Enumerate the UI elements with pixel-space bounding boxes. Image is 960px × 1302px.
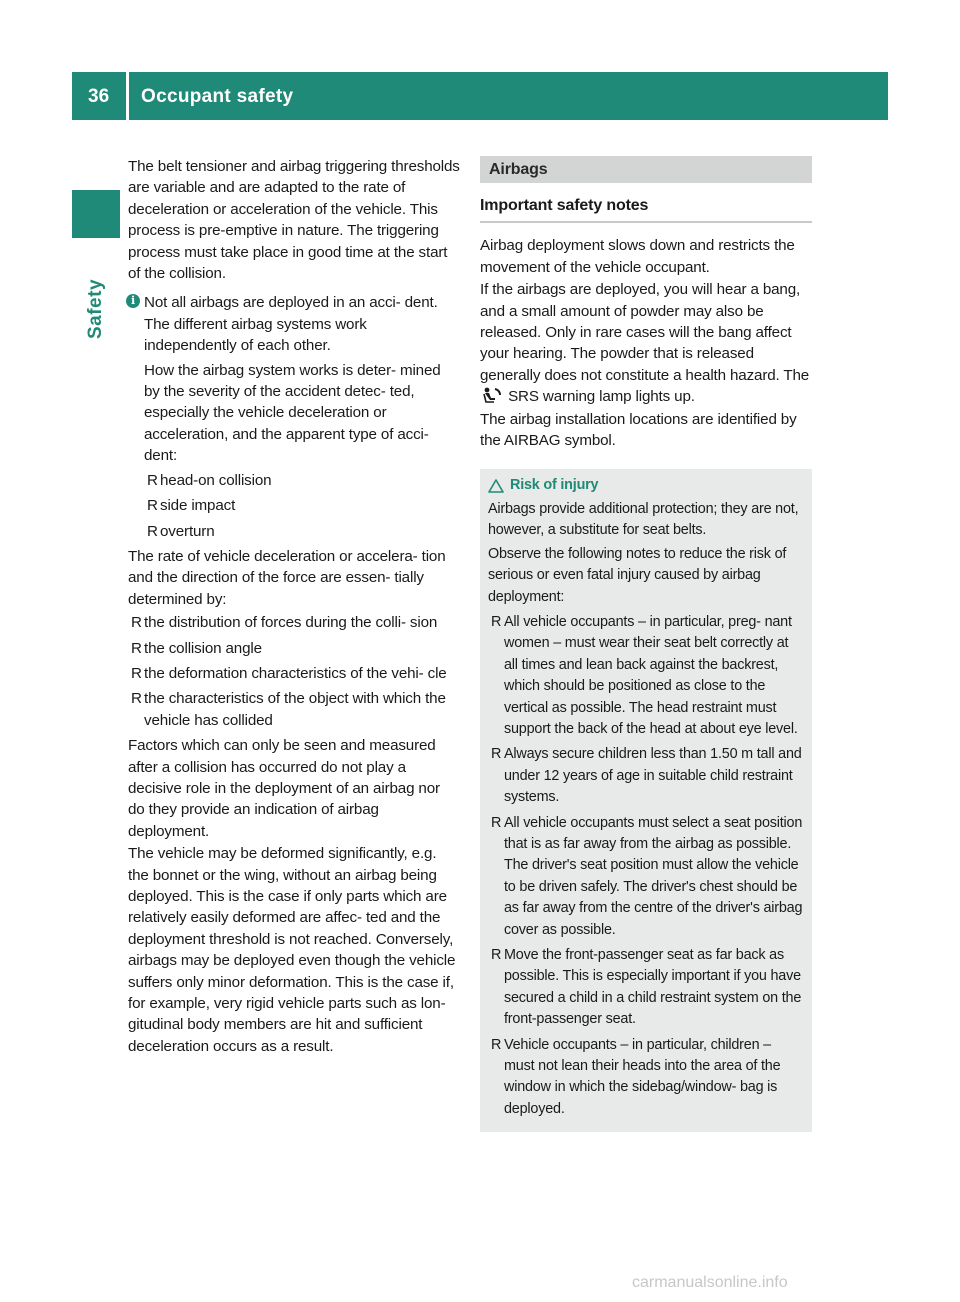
list-item: R Vehicle occupants – in particular, children – must not lean their heads into the area of the window in which the sidebag/window- bag is deployed. <box>491 1036 781 1117</box>
warning-paragraph: Observe the following notes to reduce the risk of serious or even fatal injury caused by airbag deployment: <box>488 545 787 605</box>
info-icon: i <box>126 294 140 308</box>
list-item: R side impact <box>144 495 460 516</box>
watermark: carmanualsonline.info <box>632 1274 788 1291</box>
list-item: R Move the front-passenger seat as far back as possible. This is especially important if you have secured a child in a child restraint system on the front-passenger seat. <box>491 947 802 1028</box>
warning-paragraph: Airbags provide additional protection; they are not, however, a substitute for seat belts. <box>488 500 799 539</box>
list-item: R Always secure children less than 1.50 m tall and under 12 years of age in suitable child restraint systems. <box>491 746 802 806</box>
side-tab-block <box>72 190 120 238</box>
info-paragraph: Not all airbags are deployed in an acci- dent. The different airbag systems work independently of each other. <box>144 294 438 355</box>
bullet: R <box>131 639 142 657</box>
paragraph: The airbag installation locations are identified by the AIRBAG symbol. <box>480 410 797 450</box>
header-divider <box>126 72 129 120</box>
bullet: R <box>131 664 142 682</box>
bullet: R <box>491 746 502 763</box>
warning-title: Risk of injury <box>488 475 804 496</box>
section-title: Occupant safety <box>141 86 294 107</box>
list-item: R overturn <box>144 521 460 542</box>
list-item: R the collision angle <box>128 638 460 659</box>
info-paragraph: How the airbag system works is deter- mined by the severity of the accident detec- ted, especially the vehicle deceleration or acceleration, and the apparent type of acci- dent: <box>144 361 441 465</box>
paragraph: If the airbags are deployed, you will hear a bang, and a small amount of powder may also be released. Only in rare cases will the bang affect your hearing. The powder that is released generally does not constitute a health hazard. The SRS warning lamp lights up. <box>480 281 810 406</box>
bullet: R <box>147 522 158 540</box>
warning-box <box>480 469 812 1132</box>
list-item: R All vehicle occupants – in particular, preg- nant women – must wear their seat belt correctly at all times and lean back against the backrest, which should be positioned as close to the vertical as possible. The head restraint must support the back of the head at about eye level. <box>491 613 798 737</box>
warning-triangle-icon <box>488 479 504 493</box>
paragraph: The rate of vehicle deceleration or accelera- tion and the direction of the force are essen- tially determined by: <box>128 547 446 608</box>
bullet: R <box>147 497 158 515</box>
bullet: R <box>491 947 502 963</box>
list-item: R the distribution of forces during the colli- sion <box>128 612 460 633</box>
side-tab-label: Safety <box>85 278 106 340</box>
section-heading-airbags: Airbags <box>480 156 812 183</box>
list-item: R All vehicle occupants must select a seat position that is as far away from the airbag as possible. The driver's seat position must allow the vehicle to be driven safely. The driver's chest should be as far away from the centre of the driver's airbag cover as possible. <box>491 814 803 938</box>
bullet: R <box>147 471 158 489</box>
bullet: R <box>131 614 142 632</box>
paragraph: Factors which can only be seen and measured after a collision has occurred do not play a decisive role in the deployment of an airbag nor do they provide an indication of airbag deployment. <box>128 737 440 840</box>
list-item: R head-on collision <box>144 470 460 491</box>
list-item: R the characteristics of the object with which the vehicle has collided <box>131 690 446 729</box>
info-note <box>128 292 460 541</box>
paragraph: Airbag deployment slows down and restricts the movement of the vehicle occupant. <box>480 237 795 276</box>
list-item: R the deformation characteristics of the vehi- cle <box>128 663 460 684</box>
bullet: R <box>131 690 142 708</box>
paragraph: The belt tensioner and airbag triggering thresholds are variable and are adapted to the rate of deceleration or acceleration of the vehicle. This process is pre-emptive in nature. The triggering process must take place in good time at the start of the collision. <box>128 158 460 283</box>
page-number: 36 <box>88 86 110 107</box>
subheading-safety-notes: Important safety notes <box>480 195 812 223</box>
bullet: R <box>491 814 502 831</box>
bullet: R <box>491 1036 502 1053</box>
paragraph: The vehicle may be deformed significantly, e.g. the bonnet or the wing, without an airbag being deployed. This is the case if only parts which are relatively easily deformed are affec- ted and the deployment threshold is not reached. Conversely, airbags may be deployed even though the vehicle suffers only minor deformation. This is the case if, for example, very rigid vehicle parts such as lon- gitudinal body members are hit and sufficient deceleration occurs as a result. <box>128 845 456 1055</box>
right-column <box>480 156 812 1132</box>
left-column <box>128 156 460 1058</box>
bullet: R <box>491 613 502 630</box>
srs-warning-lamp-icon <box>482 387 502 404</box>
